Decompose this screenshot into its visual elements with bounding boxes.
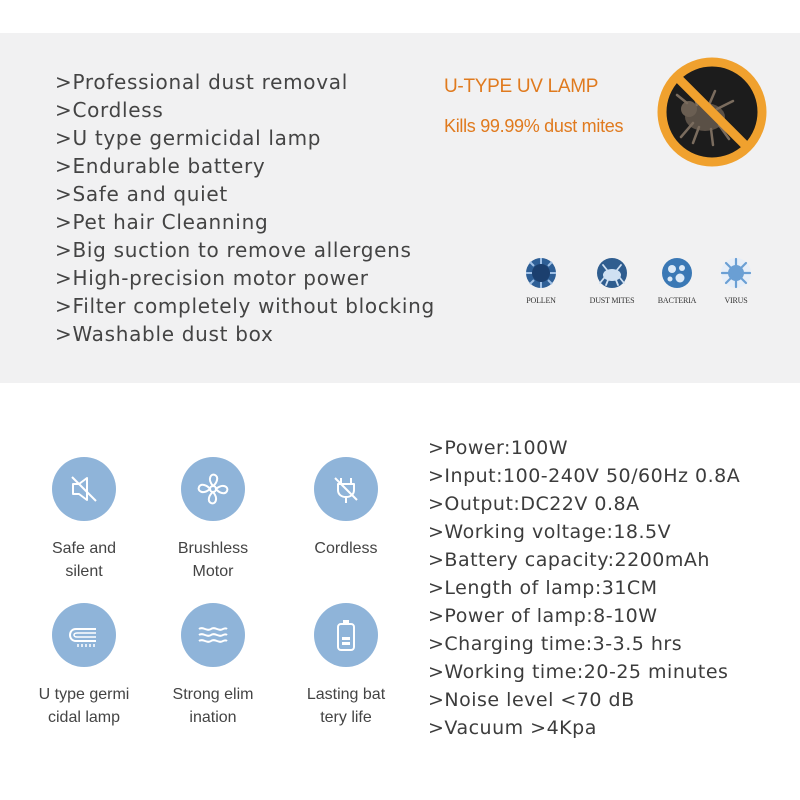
feature-item: >High-precision motor power	[55, 266, 369, 290]
germ-dust-mites	[581, 256, 643, 305]
feature-item: >Washable dust box	[55, 322, 274, 346]
feature-item: >Safe and quiet	[55, 182, 228, 206]
spec-item: >Working voltage:18.5V	[428, 521, 672, 543]
germ-pollen	[510, 256, 572, 305]
uv-lamp-title: U-TYPE UV LAMP	[444, 76, 599, 97]
spec-item: >Input:100-240V 50/60Hz 0.8A	[428, 465, 741, 487]
no-dust-mite-icon	[653, 53, 771, 171]
feature-icon-circle	[314, 457, 378, 521]
airflow-icon	[193, 615, 233, 655]
feature-brushless-motor	[148, 457, 278, 583]
muted-speaker-icon	[64, 469, 104, 509]
feature-item: >Endurable battery	[55, 154, 266, 178]
bacteria-icon	[660, 256, 694, 290]
feature-list	[55, 68, 435, 348]
germ-label: BACTERIA	[657, 296, 697, 305]
germ-bacteria	[646, 256, 708, 305]
virus-icon	[719, 256, 753, 290]
pollen-icon	[524, 256, 558, 290]
feature-icon-circle	[52, 457, 116, 521]
feature-label: U type germi cidal lamp	[38, 686, 130, 726]
feature-item: >Cordless	[55, 98, 164, 122]
spec-item: >Working time:20-25 minutes	[428, 661, 729, 683]
germ-label: DUST MITES	[589, 296, 635, 305]
spec-item: >Noise level <70 dB	[428, 689, 635, 711]
feature-label: Lasting bat tery life	[306, 686, 386, 726]
uv-lamp-icon	[64, 615, 104, 655]
germ-label: VIRUS	[724, 296, 748, 305]
feature-icon-circle	[181, 603, 245, 667]
feature-item: >Filter completely without blocking	[55, 294, 435, 318]
crossed-plug-icon	[326, 469, 366, 509]
spec-item: >Charging time:3-3.5 hrs	[428, 633, 683, 655]
feature-icon-circle	[52, 603, 116, 667]
feature-item: >Pet hair Cleanning	[55, 210, 269, 234]
feature-label: Safe and silent	[51, 540, 117, 580]
battery-icon	[326, 615, 366, 655]
spec-item: >Power:100W	[428, 437, 568, 459]
germ-label: POLLEN	[526, 296, 556, 305]
spec-item: >Battery capacity:2200mAh	[428, 549, 710, 571]
feature-icon-circle	[314, 603, 378, 667]
spec-item: >Output:DC22V 0.8A	[428, 493, 640, 515]
dust-mite-icon	[595, 256, 629, 290]
spec-item: >Power of lamp:8-10W	[428, 605, 658, 627]
feature-safe-silent	[19, 457, 149, 583]
feature-strong-elimination	[148, 603, 278, 729]
feature-label: Brushless Motor	[177, 540, 249, 580]
feature-label: Cordless	[314, 540, 378, 557]
feature-item: >Professional dust removal	[55, 70, 348, 94]
feature-icon-circle	[181, 457, 245, 521]
spec-item: >Length of lamp:31CM	[428, 577, 658, 599]
uv-lamp-subtitle: Kills 99.99% dust mites	[444, 116, 624, 136]
feature-lasting-battery	[281, 603, 411, 729]
spec-item: >Vacuum >4Kpa	[428, 717, 597, 739]
feature-uv-lamp	[19, 603, 149, 729]
germ-virus	[705, 256, 767, 305]
feature-item: >Big suction to remove allergens	[55, 238, 412, 262]
feature-item: >U type germicidal lamp	[55, 126, 322, 150]
feature-cordless	[281, 457, 411, 560]
spec-list	[428, 434, 740, 742]
feature-label: Strong elim ination	[172, 686, 254, 726]
fan-icon	[193, 469, 233, 509]
